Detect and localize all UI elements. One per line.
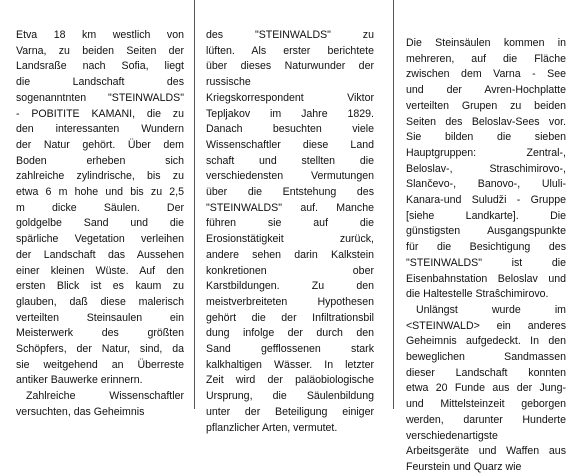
text-line: - POBITITE KAMANI, die zu [16,107,184,120]
text-line: Wissenschaftler diese Land [206,138,374,151]
text-line: Varna, zu beiden Seiten der [16,44,184,57]
text-line: Beloslav-, Straschimirovo-, [406,162,566,175]
text-line: günstigsten Ausgangspunkte [406,225,566,238]
text-line: einer kleinen Wüste. Auf den [16,264,184,277]
text-line: über die Entstehung des [206,186,374,199]
text-line: sogenanntnten "STEINWALDS" [16,91,184,104]
text-line: zahlreiche zylindrische, bis zu [16,170,184,183]
text-line: unter der Beteiligung einiger [206,405,374,418]
text-line: Geheimnis aufgedeckt. In den [406,335,566,348]
text-line: für die Besichtigung des [406,241,566,254]
text-line: Seiten des Beloslav-Sees vor. [406,115,566,128]
text-line: Tepljakov im Jahre 1829. [206,107,374,120]
text-line: Landsraße nach Sofia, liegt [16,60,184,73]
column-divider [194,0,195,409]
text-line: konkretionen ober [206,264,374,277]
text-line: Kriegskorrespondent Viktor [206,91,374,104]
text-line: russische [206,76,251,89]
text-line: Arbeitsgeräte und Waffen aus [406,445,566,458]
text-line: ersten Blick ist es kaum zu [16,280,184,293]
text-line: etwa 6 m hohe und bis zu 2,5 [16,186,184,199]
text-line: goldgelbe Sand und die [16,217,184,230]
text-line: Slančevo-, Banovo-, Ululi- [406,178,566,191]
text-line: verschiedenartigste [406,429,498,442]
text-line: Feurstein und Quarz wie [406,460,522,473]
text-line: die Landschaft des [16,76,184,89]
text-line: Die Steinsäulen kommen in [406,37,566,49]
text-line: Karstbildungen. Zu den [206,280,374,293]
text-line: beweglichen Sandmassen [406,351,566,364]
text-line: glauben, daß diese malerisch [16,295,184,308]
text-line: über dieses Naturwunder der [206,60,374,73]
text-line: gehört die der Infiltrationsbil [206,311,374,324]
text-line: verschiedensten Vermutungen [206,170,374,183]
text-line: mehreren, auf die Fläche [406,52,566,65]
column-divider [393,0,394,409]
text-line: lüften. Als erster berichtete [206,44,374,57]
text-line: der Natur gehört. Über dem [16,138,184,151]
text-line: "STEINWALDS" ist die [406,256,566,269]
text-line: antiker Bauwerke erinnern. [16,374,143,387]
text-line: zwischen dem Varna - See [406,68,566,81]
text-line: Schöpfers, der Natur, sind, da [16,343,184,356]
text-line: m dicke Säulen. Der [16,201,184,214]
text-line: Zeit wird der paläobiologische [206,374,374,387]
text-line: pflanzlicher Arten, vermutet. [206,421,338,434]
text-line: dung infolge der durch den [206,327,374,340]
text-line: spärliche Vegetation verleihen [16,233,184,246]
text-line: Meisterwerk des größten [16,327,184,340]
text-line: etwa 20 Funde aus der Jung- [406,382,566,395]
text-line: und Mittelsteinzeit geborgen [406,398,566,411]
text-line: den interessanten Wundern [16,123,184,136]
text-line: und der Avren-Hochplatte [406,84,566,97]
text-line: andere sehen darin Kalkstein [206,248,374,261]
text-line: [siehe Landkarte]. Die [406,209,566,222]
text-line: führen sie auf die [206,217,374,230]
text-line: kalkhaltigen Wässer. In letzter [206,358,374,371]
text-line: verteilten Steinsaulen ein [16,311,184,324]
text-line: schaft und stellten die [206,154,374,167]
text-column-3 [406,36,566,476]
text-line: dieser Landschaft konnten [406,366,566,379]
text-line: Kanara-und Suludži - Gruppe [406,194,566,207]
text-line: versuchten, das Geheimnis [16,405,145,418]
text-line: Sand gefflossenen stark [206,343,374,356]
text-line: Eisenbahnstation Beloslav und [406,272,566,285]
text-line: Boden erheben sich [16,154,184,167]
text-line: Ursprung, die Säulenbildung [206,390,374,403]
text-line: sie weitgehend an Überreste [16,358,184,371]
text-line: die Haltestelle Straŝchimirovo. [406,288,549,301]
text-line: Danach besuchten viele [206,123,374,136]
text-line: Zahlreiche Wissenschaftler [26,390,184,403]
text-line: "STEINWALDS" auf. Manche [206,201,374,214]
text-line: der Landschaft das Aussehen [16,248,184,261]
text-line: des "STEINWALDS" zu [206,29,374,41]
text-line: Hauptgruppen: Zentral-, [406,146,566,159]
text-line: meistverbreiteten Hypothesen [206,295,374,308]
text-line: Sie bilden die sieben [406,131,566,144]
text-line: Unlängst wurde im [416,303,566,316]
text-column-1 [16,28,184,421]
text-column-2 [206,28,374,436]
text-line: verteilten Grupen zu beiden [406,99,566,112]
text-line: <STEINWALD> ein anderes [406,319,566,332]
text-line: Erosionstätigkeit zurück, [206,233,374,246]
text-line: Etva 18 km westlich von [16,29,184,41]
text-line: werden, darunter Hunderte [406,413,566,426]
